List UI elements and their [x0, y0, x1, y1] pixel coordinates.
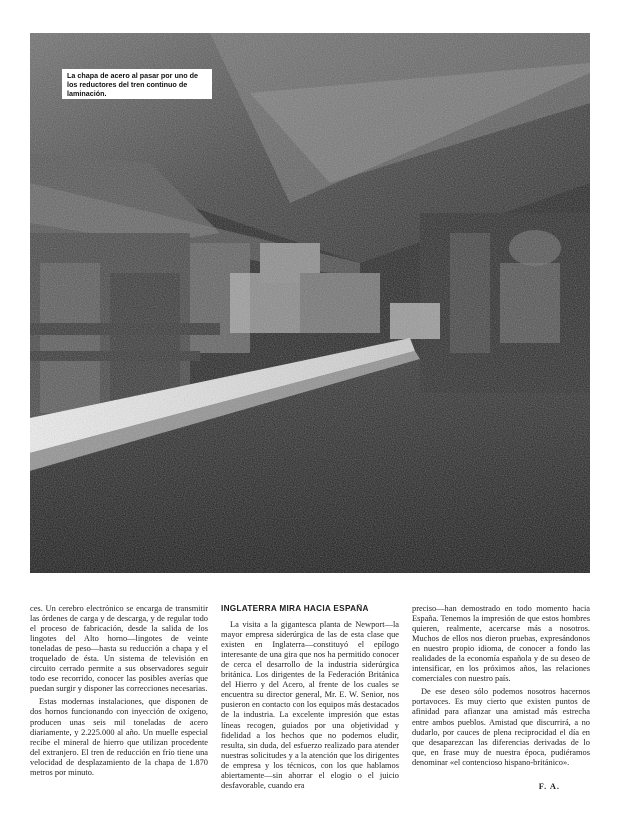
paragraph: preciso—han demostrado en todo momento hacia España. Tenemos la impresión de que estos hombres quieren, realmente, acercarse más a nosotros. Muchos de ellos nos dieron pruebas, expresándonos en nuestro propio idioma, de conocer a fondo las realidades de la economía española y de su deseo de intensificar, en los próximos años, las relaciones comerciales con nuestro país.: [412, 604, 590, 684]
article-body: [30, 604, 596, 822]
author-signature: F. A.: [538, 781, 560, 791]
paragraph: Estas modernas instalaciones, que disponen de dos hornos funcionando con inyección de oxígeno, producen unas seis mil toneladas de acero diariamente, y 2.225.000 al año. Un muelle especial recibe el mineral de hierro que utilizan procedente del extranjero. El tren de reducción en frío tiene una velocidad de desplazamiento de la chapa de 1.870 metros por minuto.: [30, 697, 208, 777]
article-column-3: [412, 604, 590, 822]
section-headline: INGLATERRA MIRA HACIA ESPAÑA: [221, 604, 369, 613]
paragraph: ces. Un cerebro electrónico se encarga de transmitir las órdenes de carga y de descarga, y de regular todo el proceso de fabricación, desde la salida de los lingotes del Alto horno—lingotes de veinte toneladas de peso—hasta su reducción a chapa y el troquelado de ésta. Un sistema de televisión en circuito cerrado permite a sus observadores seguir todo ese recorrido, conocer las posibles averías que puedan surgir y disponer las correcciones necesarias.: [30, 604, 208, 694]
steel-mill-photo: [30, 33, 590, 573]
article-column-2: [221, 604, 399, 822]
rolling-mill-image: [30, 33, 590, 573]
paragraph: De ese deseo sólo podemos nosotros hacernos portavoces. Es muy cierto que existen puntos de afinidad para afianzar una amistad más estrecha entre ambos pueblos. Amistad que discurrirá, a no dudarlo, por cauces de plena reciprocidad el día en que desaparezcan las diferencias derivadas de lo que, en frase muy de nuestra época, pudiéramos denominar «el contencioso hispano-británico».: [412, 687, 590, 767]
article-column-1: [30, 604, 208, 822]
paragraph: La visita a la gigantesca planta de Newport—la mayor empresa siderúrgica de las de esta clase que existen en Inglaterra—constituyó el epílogo interesante de una gira que nos ha permitido conocer de cerca el desarrollo de la industria siderúrgica británica. Los dirigentes de la Federación Británica del Hierro y del Acero, al frente de los cuales se encuentra su director general, Mr. E. W. Senior, nos pusieron en contacto con los equipos más destacados de la industria. La excelente impresión que estas líneas recogen, guiados por una objetividad y fidelidad a los hechos que no podemos eludir, resulta, sin duda, del esfuerzo realizado para atender nuestras solicitudes y a la atención que los dirigentes de empresa y los técnicos, con los que hablamos abiertamente—sin ahorrar el elogio o el juicio desfavorable, cuando era: [221, 620, 399, 790]
photo-caption: La chapa de acero al pasar por uno de los reductores del tren continuo de laminación.: [62, 69, 212, 99]
